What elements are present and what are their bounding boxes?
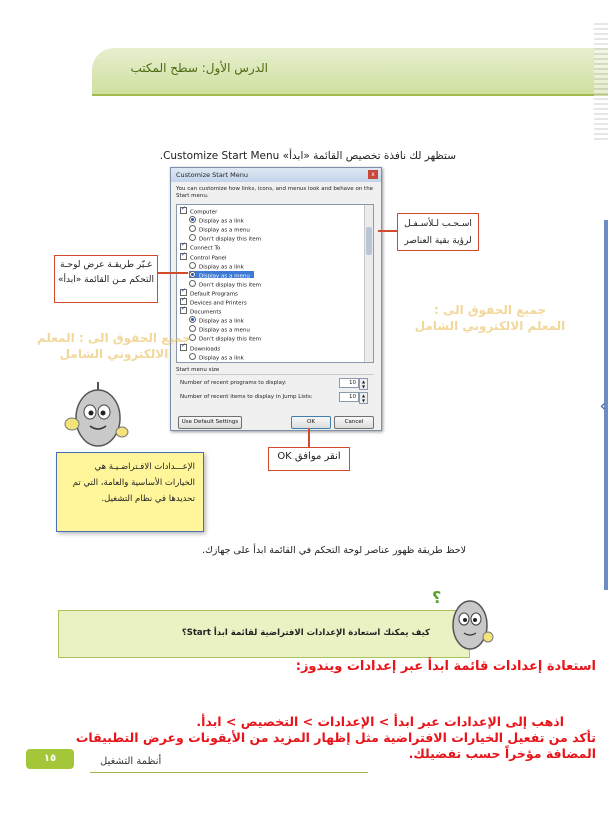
observe-text: لاحظ طريقة ظهور عناصر لوحة التحكم في القائمة ابدأ على جهازك. (201, 545, 466, 556)
recent-programs-spinner[interactable]: ▲ ▼ (359, 378, 368, 390)
option-label: Devices and Printers (190, 300, 247, 307)
option-label: Don't display this item (199, 336, 261, 343)
scrollbar-thumb[interactable] (366, 227, 372, 255)
thinking-mouse-icon (438, 585, 498, 655)
book-title: أنظمة التشغيل (100, 756, 162, 767)
callout-ok-arrow (308, 428, 310, 447)
watermark-right-line1: جميع الحقوق الى : (433, 303, 547, 317)
radio-button[interactable] (189, 316, 196, 323)
option-label: Connect To (190, 245, 221, 252)
option-label: Don't display this item (199, 236, 261, 243)
watermark-left-line1: جميع الحقوق الى : المعلم (37, 331, 191, 345)
option-label: Display as a menu (199, 327, 250, 334)
callout-scroll-arrow (378, 230, 397, 232)
option-row[interactable] (189, 234, 265, 241)
close-icon[interactable]: x (368, 170, 378, 179)
dialog-titlebar (171, 168, 381, 182)
start-menu-size-label: Start menu size (176, 367, 220, 373)
watermark-right-line2: المعلم الالكتروني الشامل (414, 319, 566, 333)
radio-button[interactable] (189, 225, 196, 232)
radio-button[interactable] (189, 216, 196, 223)
radio-button[interactable] (189, 262, 196, 269)
recent-items-input[interactable]: 10 (339, 392, 359, 402)
answer-line-2: تأكد من تفعيل الخيارات الافتراضية مثل إظهار المزيد من الأيقونات وعرض التطبيقات المضافة مؤخراً حسب تفضيلك. (75, 730, 596, 761)
recent-programs-label: Number of recent programs to display: (180, 380, 287, 386)
intro-text: ستظهر لك نافذة تخصيص القائمة «ابدأ» Customize Start Menu. (159, 150, 456, 162)
option-label: Documents (190, 309, 222, 316)
checkbox[interactable] (180, 243, 187, 250)
ok-button[interactable]: OK (291, 416, 331, 429)
option-label: Don't display this item (199, 282, 261, 289)
option-row[interactable] (189, 225, 254, 232)
checkbox[interactable] (180, 253, 187, 260)
checkbox[interactable] (180, 307, 187, 314)
option-label: Computer (190, 209, 218, 216)
option-row[interactable] (189, 316, 248, 323)
option-label: Display as a link (199, 318, 244, 325)
recent-programs-input[interactable]: 10 (339, 378, 359, 388)
mouse-mascot-icon (56, 380, 136, 452)
note-box: الإعـــدادات الافـتراضـيـة هي الخيارات الأساسية والعامة، التي تم تحديدها في نظام التشغيل. (56, 452, 204, 532)
option-row[interactable] (189, 280, 265, 287)
option-label: Display as a link (199, 218, 244, 225)
option-row[interactable] (180, 243, 224, 250)
checkbox[interactable] (180, 207, 187, 214)
option-row[interactable] (180, 253, 230, 260)
dialog-description: You can customize how links, icons, and menus look and behave on the Start menu. (176, 186, 374, 199)
radio-button[interactable] (189, 280, 196, 287)
option-label: Control Panel (190, 255, 227, 261)
option-label: Display as a link (199, 264, 244, 271)
use-default-settings-button[interactable]: Use Default Settings (178, 416, 242, 429)
scrollbar[interactable] (364, 205, 373, 362)
option-label: Downloads (190, 346, 221, 352)
watermark-left (14, 330, 214, 362)
question-mark: ؟ (432, 588, 442, 607)
dialog-title: Customize Start Menu (176, 171, 248, 179)
watermark-left-line2: الالكتروني الشامل (59, 347, 169, 361)
callout-change-view: غـيّر طريقـة عرض لوحـة التحكم مـن القائمة «ابدأ» (54, 255, 158, 303)
recent-items-label: Number of recent items to display in Jump Lists: (180, 394, 313, 400)
callout-change-arrow (158, 272, 188, 274)
customize-start-menu-dialog (170, 167, 382, 431)
option-row[interactable] (180, 307, 225, 314)
radio-button[interactable] (189, 271, 196, 278)
page-number: ١٥ (26, 749, 74, 769)
recent-items-spinner[interactable]: ▲ ▼ (359, 392, 368, 404)
option-row[interactable] (180, 289, 242, 296)
chevron-left-icon: ‹ (599, 396, 606, 415)
option-label: Display as a menu (199, 273, 250, 280)
group-divider (176, 374, 374, 375)
option-row[interactable] (189, 216, 248, 223)
option-row[interactable] (189, 262, 248, 269)
footer-line (90, 772, 368, 773)
callout-scroll: اسـحـب لـلأسـفـل لرؤية بقية العناصر (397, 213, 479, 251)
option-row[interactable] (180, 207, 221, 214)
option-label: Display as a menu (199, 227, 250, 234)
question-text: كيف يمكنك استعادة الإعدادات الافتراضية لقائمة ابدأ Start؟ (181, 628, 430, 638)
watermark-right (405, 302, 575, 334)
edge-pattern (594, 20, 608, 140)
option-row[interactable] (180, 298, 251, 305)
cancel-button[interactable]: Cancel (334, 416, 374, 429)
checkbox[interactable] (180, 289, 187, 296)
answer-line-1: اذهب إلى الإعدادات عبر ابدأ > الإعدادات > التخصيص > ابدأ. (196, 714, 564, 729)
answer-heading: استعادة إعدادات قائمة ابدأ عبر إعدادات ويندوز: (295, 659, 596, 674)
option-label: Default Programs (190, 291, 238, 298)
radio-button[interactable] (189, 234, 196, 241)
option-label: Display as a link (199, 355, 244, 362)
checkbox[interactable] (180, 298, 187, 305)
lesson-title: الدرس الأول: سطح المكتب (130, 61, 268, 75)
callout-ok: انقر موافق OK (268, 447, 350, 471)
option-row[interactable] (189, 271, 254, 278)
